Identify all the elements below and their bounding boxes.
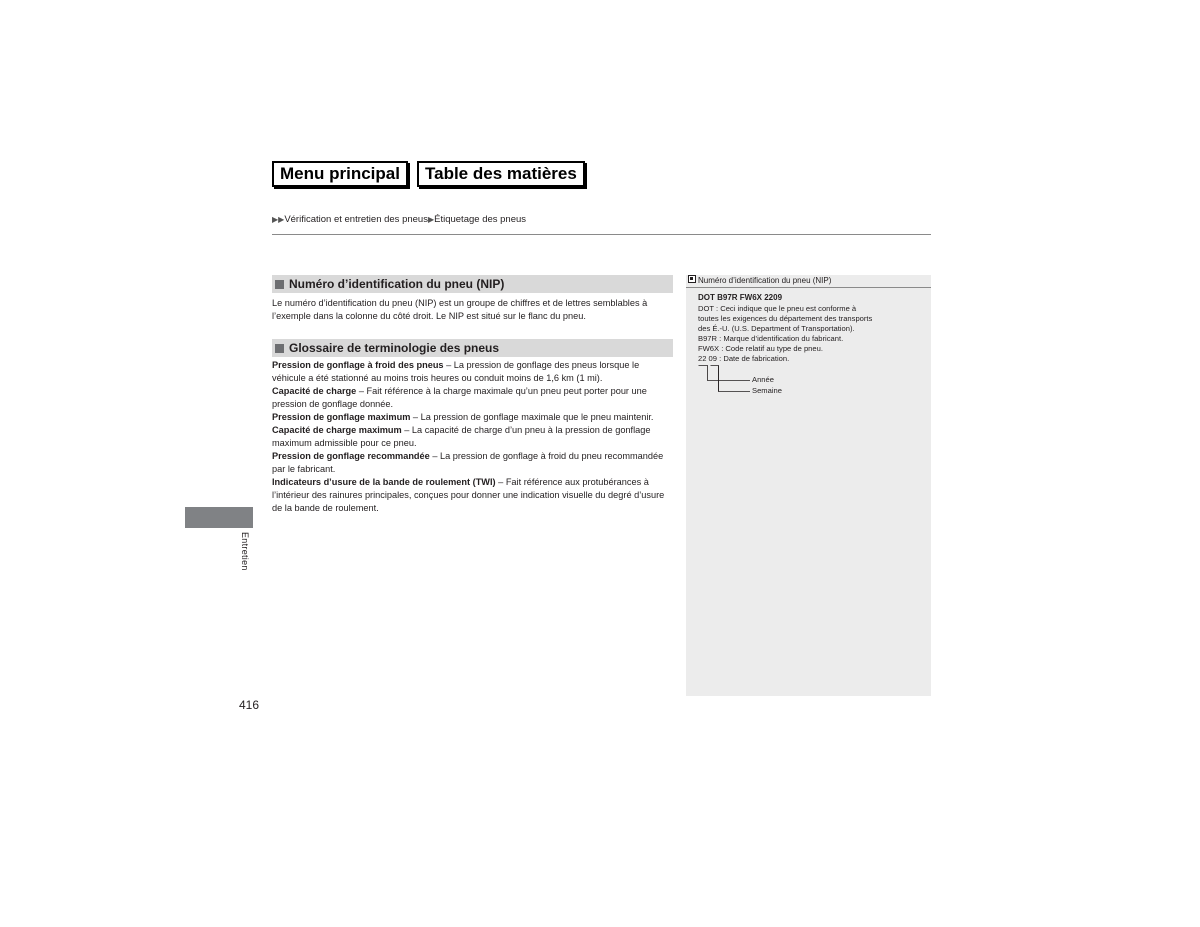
double-arrow-icon: ▶▶	[272, 215, 285, 224]
glossary-term: Capacité de charge	[272, 386, 357, 396]
table-of-contents-button[interactable]: Table des matières	[417, 161, 585, 187]
glossary-entry	[272, 424, 674, 450]
tin-code: DOT B97R FW6X 2209	[698, 293, 783, 302]
sidebar-title: Numéro d’identification du pneu (NIP)	[698, 276, 832, 285]
date-code-bracket-diagram	[698, 365, 758, 395]
glossary-entry	[272, 476, 674, 515]
glossary-term: Indicateurs d’usure de la bande de roulement (TWI)	[272, 477, 496, 487]
sidebar-note	[686, 275, 931, 696]
glossary-definition: – Fait référence aux protubérances à l’intérieur des rainures principales, conçues pour donner une indication visuelle du degré d’usure de la bande de roulement.	[272, 477, 665, 513]
week-label: Semaine	[752, 386, 782, 395]
glossary-definition: – La pression de gonflage des pneus lorsque le véhicule a été stationné au moins trois heures ou conduit moins de 1,6 km (1 mi).	[272, 360, 640, 383]
breadcrumb-item-tire-check[interactable]: Vérification et entretien des pneus	[284, 214, 428, 225]
sidebar-line: B97R : Marque d’identification du fabricant.	[698, 334, 844, 343]
glossary-entry	[272, 411, 674, 424]
breadcrumb-item-tire-labeling[interactable]: Étiquetage des pneus	[434, 214, 527, 225]
glossary-definition: – Fait référence à la charge maximale qu’un pneu peut porter pour une pression de gonflage donnée.	[272, 386, 647, 409]
glossary-entry	[272, 450, 674, 476]
section-title-nip: Numéro d’identification du pneu (NIP)	[289, 277, 505, 291]
nip-paragraph: Le numéro d’identification du pneu (NIP) est un groupe de chiffres et de lettres semblables à l’exemple dans la colonne du côté droit. Le NIP est situé sur le flanc du pneu.	[272, 298, 648, 321]
glossary-term: Pression de gonflage recommandée	[272, 451, 430, 461]
sidebar-line: toutes les exigences du département des transports	[698, 314, 873, 323]
section-heading-nip	[272, 275, 673, 293]
header-divider	[272, 234, 931, 235]
glossary-definition: – La pression de gonflage à froid du pneu recommandée par le fabricant.	[272, 451, 664, 474]
glossary-definition: – La capacité de charge d’un pneu à la pression de gonflage maximum admissible pour ce pneu.	[272, 425, 651, 448]
sidebar-line: 22 09 : Date de fabrication.	[698, 354, 790, 363]
glossary-term: Capacité de charge maximum	[272, 425, 402, 435]
chapter-label: Entretien	[240, 532, 250, 571]
glossary-list	[272, 359, 674, 515]
section-heading-glossary	[272, 339, 673, 357]
year-label: Année	[752, 375, 774, 384]
sidebar-line: FW6X : Code relatif au type de pneu.	[698, 344, 823, 353]
glossary-entry	[272, 359, 674, 385]
square-bullet-icon	[275, 344, 284, 353]
sidebar-heading	[686, 275, 931, 288]
glossary-term: Pression de gonflage à froid des pneus	[272, 360, 444, 370]
sidebar-line: DOT : Ceci indique que le pneu est conforme à	[698, 304, 857, 313]
section-title-glossary: Glossaire de terminologie des pneus	[289, 341, 500, 355]
glossary-entry	[272, 385, 674, 411]
chapter-tab[interactable]	[185, 507, 253, 528]
main-menu-button[interactable]: Menu principal	[272, 161, 408, 187]
note-icon	[688, 275, 696, 283]
breadcrumb	[272, 214, 526, 225]
glossary-term: Pression de gonflage maximum	[272, 412, 411, 422]
arrow-icon: ▶	[427, 215, 435, 224]
sidebar-line: des É.-U. (U.S. Department of Transportation).	[698, 324, 855, 333]
square-bullet-icon	[275, 280, 284, 289]
glossary-definition: – La pression de gonflage maximale que le pneu maintenir.	[410, 412, 654, 422]
page-number: 416	[239, 698, 260, 712]
